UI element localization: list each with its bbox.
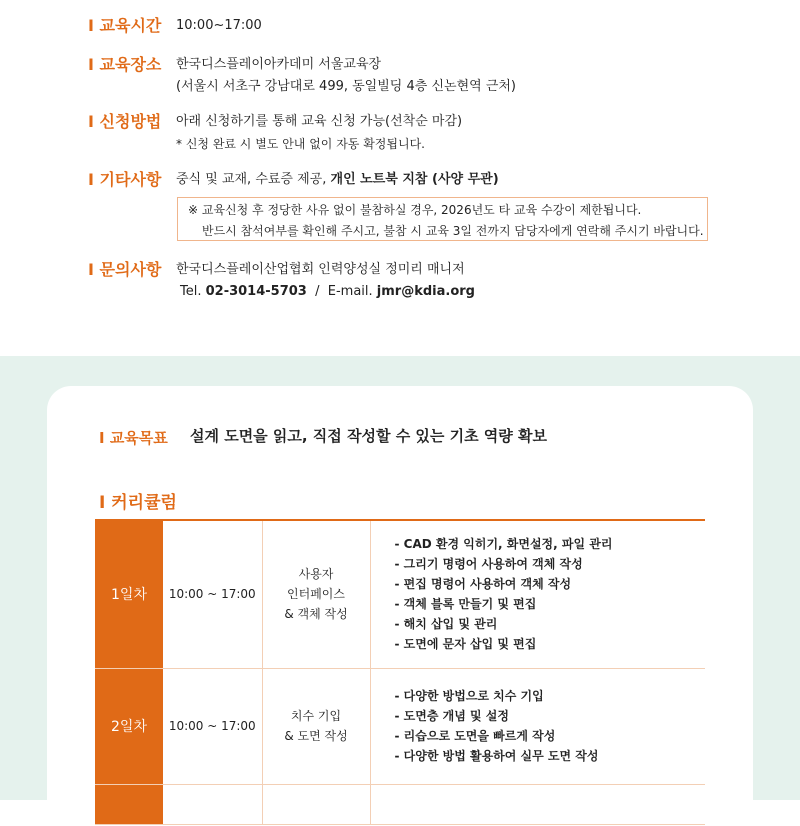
notice-line2: 반드시 참석여부를 확인해 주시고, 불참 시 교육 3일 전까지 담당자에게 연락해 주시기 바랍니다.	[202, 224, 704, 238]
list-item: - 리습으로 도면을 빠르게 작성	[395, 726, 706, 746]
info-label-contact: I 문의사항	[88, 259, 176, 303]
time-cell	[163, 784, 262, 824]
etc-line1-plain: 중식 및 교재, 수료증 제공,	[176, 172, 331, 187]
info-label-etc: I 기타사항	[88, 169, 176, 191]
list-item: - 다양한 방법으로 치수 기입	[395, 686, 706, 706]
subject-cell: 사용자 인터페이스 & 객체 작성	[262, 520, 370, 668]
curriculum-table	[95, 519, 705, 825]
info-label-apply: I 신청방법	[88, 111, 176, 155]
etc-line1-bold: 개인 노트북 지참 (사양 무관)	[330, 172, 499, 187]
info-time	[88, 15, 262, 37]
goal-text: 설계 도면을 읽고, 직접 작성할 수 있는 기초 역량 확보	[190, 427, 547, 445]
content-cell	[370, 668, 705, 784]
list-item: - 해치 삽입 및 관리	[395, 614, 706, 634]
place-line1: 한국디스플레이아카데미 서울교육장	[176, 57, 382, 72]
day-cell	[95, 784, 163, 824]
contact-tel-prefix: Tel.	[180, 284, 206, 299]
info-etc	[88, 169, 499, 191]
place-line2: (서울시 서초구 강남대로 499, 동일빌딩 4층 신논현역 근처)	[176, 79, 517, 94]
apply-line1: 아래 신청하기를 통해 교육 신청 가능(선착순 마감)	[176, 114, 463, 129]
time-cell: 10:00 ~ 17:00	[163, 520, 262, 668]
contact-tel: 02-3014-5703	[205, 284, 307, 299]
list-item: - 객체 블록 만들기 및 편집	[395, 594, 706, 614]
list-item: - 그리기 명령어 사용하여 객체 작성	[395, 554, 706, 574]
content-cell	[370, 784, 705, 824]
table-row	[95, 784, 705, 824]
contact-email: jmr@kdia.org	[376, 284, 475, 299]
list-item: - 도면에 문자 삽입 및 편집	[395, 634, 706, 654]
notice-box	[177, 197, 708, 241]
contact-sep: / E-mail.	[306, 284, 377, 299]
curriculum-label: I 커리큘럼	[99, 488, 177, 513]
list-item: - 도면층 개념 및 설정	[395, 706, 706, 726]
info-label-time: I 교육시간	[88, 15, 176, 37]
info-value-time: 10:00~17:00	[176, 18, 262, 33]
list-item: - 다양한 방법 활용하여 실무 도면 작성	[395, 746, 706, 766]
day-cell: 1일차	[95, 520, 163, 668]
table-row	[95, 668, 705, 784]
info-apply	[88, 111, 462, 155]
info-label-place: I 교육장소	[88, 54, 176, 98]
subject-cell	[262, 784, 370, 824]
info-contact	[88, 259, 475, 303]
info-section	[0, 0, 800, 356]
table-row	[95, 520, 705, 668]
info-place	[88, 54, 516, 98]
contact-line1: 한국디스플레이산업협회 인력양성실 정미리 매니저	[176, 262, 465, 277]
subject-cell: 치수 기입 & 도면 작성	[262, 668, 370, 784]
time-cell: 10:00 ~ 17:00	[163, 668, 262, 784]
goal-label: I 교육목표	[99, 427, 168, 448]
notice-line1: ※ 교육신청 후 정당한 사유 없이 불참하실 경우, 2026년도 타 교육 수강이 제한됩니다.	[188, 203, 642, 217]
list-item: - 편집 명령어 사용하여 객체 작성	[395, 574, 706, 594]
content-cell	[370, 520, 705, 668]
list-item: - CAD 환경 익히기, 화면설정, 파일 관리	[395, 534, 706, 554]
apply-line2: * 신청 완료 시 별도 안내 없이 자동 확정됩니다.	[176, 137, 425, 151]
day-cell: 2일차	[95, 668, 163, 784]
